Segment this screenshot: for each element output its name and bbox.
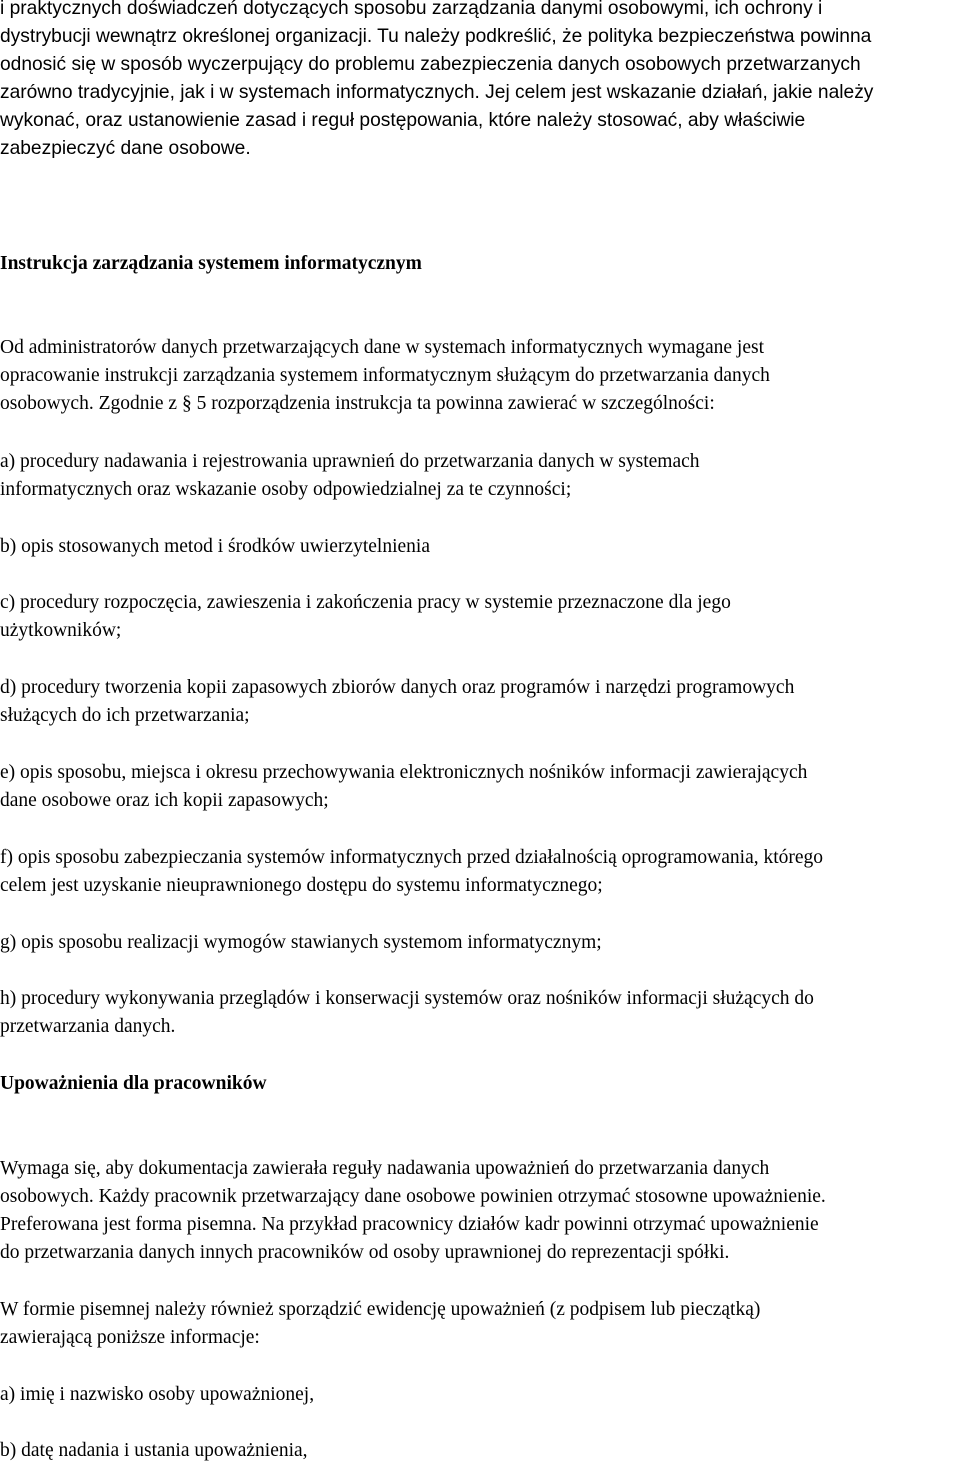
- paragraph-line: Wymaga się, aby dokumentacja zawierała reguły nadawania upoważnień do przetwarzania danych: [0, 1158, 770, 1179]
- intro-line: wykonać, oraz ustanowienie zasad i reguł postępowania, które należy stosować, aby właściwie: [0, 110, 806, 131]
- paragraph-line: Preferowana jest forma pisemna. Na przykład pracownicy działów kadr powinni otrzymać upoważnienie: [0, 1214, 819, 1235]
- paragraph-line: zawierającą poniższe informacje:: [0, 1327, 260, 1348]
- section2-paragraph-1: [0, 1155, 960, 1267]
- paragraph-line: do przetwarzania danych innych pracowników od osoby uprawnionej do reprezentacji spółki.: [0, 1242, 730, 1263]
- list-item-line: e) opis sposobu, miejsca i okresu przechowywania elektronicznych nośników informacji zawierających: [0, 762, 808, 783]
- paragraph-line: osobowych. Każdy pracownik przetwarzający dane osobowe powinien otrzymać stosowne upoważnienie.: [0, 1186, 826, 1207]
- paragraph-line: Od administratorów danych przetwarzających dane w systemach informatycznych wymagane jest: [0, 337, 764, 358]
- list-item-d: [0, 674, 960, 730]
- list-item-line: służących do ich przetwarzania;: [0, 705, 250, 726]
- list-item-g: [0, 929, 960, 957]
- list-item-a: [0, 448, 960, 504]
- list-item-line: użytkowników;: [0, 620, 122, 641]
- list-item-c: [0, 589, 960, 645]
- list-item-b: [0, 533, 960, 561]
- list-item-b-upowaznienia: [0, 1437, 960, 1465]
- section-heading-instrukcja: Instrukcja zarządzania systemem informatycznym: [0, 253, 422, 274]
- intro-line: zarówno tradycyjnie, jak i w systemach informatycznych. Jej celem jest wskazanie działań, jakie należy: [0, 82, 874, 103]
- list-item-h: [0, 985, 960, 1041]
- list-item-f: [0, 844, 960, 900]
- intro-line: dystrybucji wewnątrz określonej organizacji. Tu należy podkreślić, że polityka bezpieczeństwa powinna: [0, 26, 872, 47]
- list-item-line: dane osobowe oraz ich kopii zapasowych;: [0, 790, 329, 811]
- list-item-line: informatycznych oraz wskazanie osoby odpowiedzialnej za te czynności;: [0, 479, 572, 500]
- paragraph-line: opracowanie instrukcji zarządzania systemem informatycznym służącym do przetwarzania danych: [0, 365, 770, 386]
- list-item-line: b) opis stosowanych metod i środków uwierzytelnienia: [0, 536, 430, 557]
- list-item-e: [0, 759, 960, 815]
- section1-paragraph: [0, 334, 960, 418]
- section-heading-upowaznienia: Upoważnienia dla pracowników: [0, 1073, 267, 1094]
- list-item-line: d) procedury tworzenia kopii zapasowych zbiorów danych oraz programów i narzędzi programowych: [0, 677, 795, 698]
- section2-paragraph-2: [0, 1296, 960, 1352]
- paragraph-line: W formie pisemnej należy również sporządzić ewidencję upoważnień (z podpisem lub pieczątką): [0, 1299, 761, 1320]
- list-item-line: a) procedury nadawania i rejestrowania uprawnień do przetwarzania danych w systemach: [0, 451, 700, 472]
- list-item-line: c) procedury rozpoczęcia, zawieszenia i zakończenia pracy w systemie przeznaczone dla jego: [0, 592, 731, 613]
- list-item-line: a) imię i nazwisko osoby upoważnionej,: [0, 1384, 315, 1405]
- list-item-a-upowaznienia: [0, 1381, 960, 1409]
- list-item-line: g) opis sposobu realizacji wymogów stawianych systemom informatycznym;: [0, 932, 602, 953]
- list-item-line: celem jest uzyskanie nieuprawnionego dostępu do systemu informatycznego;: [0, 875, 603, 896]
- list-item-line: h) procedury wykonywania przeglądów i konserwacji systemów oraz nośników informacji służących do: [0, 988, 814, 1009]
- intro-paragraph: [0, 0, 958, 163]
- paragraph-line: osobowych. Zgodnie z § 5 rozporządzenia instrukcja ta powinna zawierać w szczególności:: [0, 393, 715, 414]
- list-item-line: przetwarzania danych.: [0, 1016, 176, 1037]
- intro-line: i praktycznych doświadczeń dotyczących sposobu zarządzania danymi osobowymi, ich ochrony i: [0, 0, 823, 19]
- intro-line: zabezpieczyć dane osobowe.: [0, 138, 251, 159]
- intro-line: odnosić się w sposób wyczerpujący do problemu zabezpieczenia danych osobowych przetwarzanych: [0, 54, 861, 75]
- list-item-line: b) datę nadania i ustania upoważnienia,: [0, 1440, 308, 1461]
- list-item-line: f) opis sposobu zabezpieczania systemów informatycznych przed działalnością oprogramowania, którego: [0, 847, 824, 868]
